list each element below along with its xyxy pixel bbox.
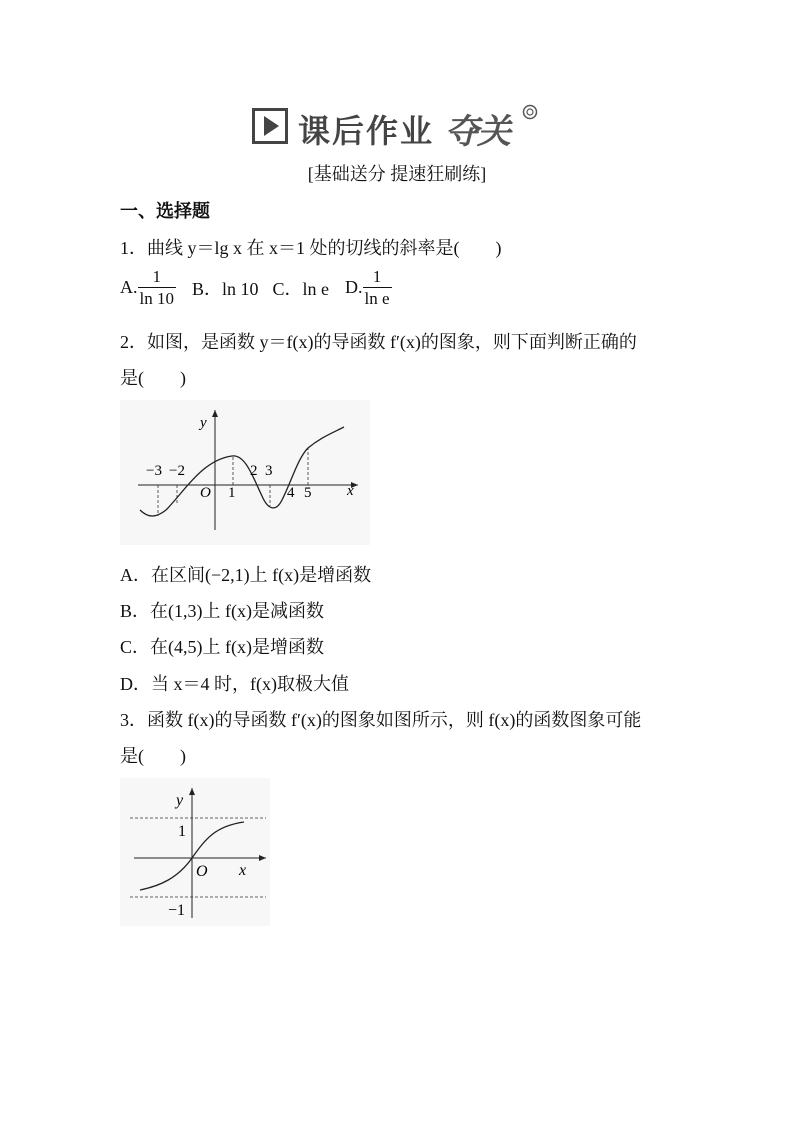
section-title: 一、选择题 (120, 201, 210, 222)
q1-option-d-numerator: 1 (363, 266, 392, 288)
q2-origin-label: O (200, 485, 211, 501)
q1-option-c: C．ln e (272, 278, 329, 299)
q2-option-c: C．在(4,5)上 f(x)是增函数 (120, 637, 324, 657)
q2-tick-4: 4 (287, 485, 295, 501)
q2-y-label: y (200, 415, 207, 431)
q1-option-d-fraction (363, 266, 392, 309)
brand-mark-icon (522, 104, 538, 120)
q2-stem-line1: 2．如图，是函数 y＝f(x)的导函数 f′(x)的图象，则下面判断正确的 (120, 332, 637, 352)
q2-stem-line2: 是( ) (120, 368, 186, 388)
q3-stem-line1: 3．函数 f(x)的导函数 f′(x)的图象如图所示，则 f(x)的函数图象可能 (120, 710, 642, 730)
q3-lower-label: −1 (168, 902, 186, 919)
q2-option-b: B．在(1,3)上 f(x)是减函数 (120, 601, 324, 621)
q1-option-a-denominator: ln 10 (139, 289, 174, 308)
q2-tick-5: 5 (304, 485, 312, 501)
q3-x-label: x (239, 862, 247, 879)
q3-upper-label: 1 (178, 823, 186, 840)
q1-options (120, 266, 392, 309)
q3-origin-label: O (196, 863, 208, 880)
q1-stem: 1．曲线 y＝lg x 在 x＝1 处的切线的斜率是( ) (120, 238, 502, 258)
q2-tick-neg2: −2 (169, 463, 185, 479)
q3-y-label: y (176, 792, 184, 809)
subtitle: [基础送分 提速狂刷练] (307, 164, 487, 184)
q1-option-d-label: D. (345, 277, 363, 297)
q2-tick-3: 3 (265, 463, 273, 479)
page-title: 课后作业 (298, 112, 435, 150)
play-icon (252, 108, 288, 144)
brand-logo: 夺关 (445, 112, 509, 152)
q2-tick-2: 2 (250, 463, 258, 479)
q1-option-a-label: A. (120, 277, 138, 297)
q2-option-a: A．在区间(−2,1)上 f(x)是增函数 (120, 565, 372, 585)
q1-option-b: B．ln 10 (191, 278, 259, 299)
q1-option-d-denominator: ln e (364, 289, 390, 308)
q3-figure (120, 778, 270, 926)
q2-x-label: x (347, 483, 354, 499)
q1-option-a-numerator: 1 (138, 266, 176, 288)
header (0, 100, 794, 152)
q2-option-d: D．当 x＝4 时，f(x)取极大值 (120, 674, 349, 694)
q2-figure (120, 400, 370, 545)
q3-figure-background (120, 778, 270, 926)
q2-tick-neg3: −3 (146, 463, 162, 479)
q2-tick-1: 1 (228, 485, 236, 501)
q1-option-a-fraction (138, 266, 176, 309)
q3-stem-line2: 是( ) (120, 746, 186, 766)
